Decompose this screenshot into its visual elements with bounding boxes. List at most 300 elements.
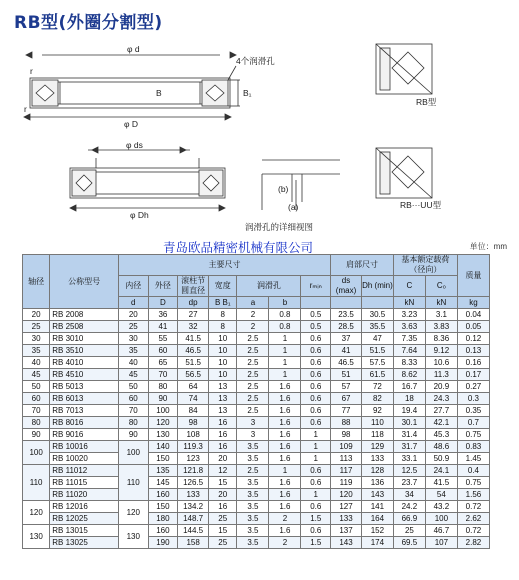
table-row (23, 429, 490, 441)
cell-c0: 3.1 (425, 309, 457, 321)
cell-D: 130 (148, 429, 178, 441)
cell-a: 2.5 (237, 369, 269, 381)
cell-c0: 24.3 (425, 393, 457, 405)
cell-c0: 43.2 (425, 501, 457, 513)
cell-a: 3.5 (237, 489, 269, 501)
cell-c0: 3.83 (425, 321, 457, 333)
cell-c: 23.7 (393, 477, 425, 489)
cell-c: 19.4 (393, 405, 425, 417)
cell-dp: 74 (178, 393, 209, 405)
cell-B: 13 (209, 381, 237, 393)
cell-m: 0.05 (457, 321, 489, 333)
cell-c: 25 (393, 525, 425, 537)
cell-D: 120 (148, 417, 178, 429)
header-width: 宽度 (209, 276, 237, 297)
cell-b: 0.8 (269, 321, 301, 333)
cell-ds: 46.5 (331, 357, 362, 369)
cell-dp: 121.8 (178, 465, 209, 477)
cell-c0: 8.36 (425, 333, 457, 345)
cell-dh: 30.5 (361, 309, 393, 321)
header-c0: C₀ (425, 276, 457, 297)
cell-model: RB 8016 (50, 417, 119, 429)
label-a: (a) (288, 202, 299, 212)
table-row (23, 333, 490, 345)
table-row (23, 453, 490, 465)
spec-table (22, 254, 490, 549)
cell-B: 15 (209, 525, 237, 537)
cell-m: 0.04 (457, 309, 489, 321)
cell-c: 8.62 (393, 369, 425, 381)
cell-shaft: 90 (23, 429, 50, 441)
cell-c: 69.5 (393, 537, 425, 549)
cell-r: 0.6 (301, 405, 331, 417)
cell-B: 10 (209, 333, 237, 345)
cell-B: 10 (209, 369, 237, 381)
cell-dp: 119.3 (178, 441, 209, 453)
cell-d: 25 (118, 321, 148, 333)
cell-D: 80 (148, 381, 178, 393)
cell-dh: 82 (361, 393, 393, 405)
cell-c: 7.64 (393, 345, 425, 357)
unit-d: d (118, 297, 148, 309)
cell-c0: 41.5 (425, 477, 457, 489)
table-row (23, 489, 490, 501)
cell-m: 0.13 (457, 345, 489, 357)
cell-model: RB 7013 (50, 405, 119, 417)
cell-a: 2 (237, 309, 269, 321)
cell-dp: 51.5 (178, 357, 209, 369)
unit-label: 单位：mm (469, 242, 507, 251)
cell-ds: 133 (331, 513, 362, 525)
table-row (23, 393, 490, 405)
cell-r: 0.6 (301, 477, 331, 489)
unit-dp: dp (178, 297, 209, 309)
table-row (23, 441, 490, 453)
cell-ds: 67 (331, 393, 362, 405)
label-r-top: r (30, 66, 33, 76)
cell-c0: 9.12 (425, 345, 457, 357)
cell-d: 100 (118, 441, 148, 465)
header-ds: ds (max) (331, 276, 362, 297)
table-row (23, 525, 490, 537)
cell-ds: 109 (331, 441, 362, 453)
cell-model: RB 10016 (50, 441, 119, 453)
cell-D: 150 (148, 501, 178, 513)
cell-c: 3.63 (393, 321, 425, 333)
company-name: 青岛欧品精密机械有限公司 (163, 240, 314, 255)
cell-D: 70 (148, 369, 178, 381)
cell-dh: 152 (361, 525, 393, 537)
cell-c0: 54 (425, 489, 457, 501)
header-oil: 润滑孔 (237, 276, 301, 297)
cell-model: RB 12016 (50, 501, 119, 513)
unit-kn-c0: kN (425, 297, 457, 309)
cell-m: 0.72 (457, 501, 489, 513)
table-row (23, 501, 490, 513)
cell-dh: 61.5 (361, 369, 393, 381)
cell-dp: 126.5 (178, 477, 209, 489)
cell-ds: 117 (331, 465, 362, 477)
label-r-bottom: r (24, 104, 27, 114)
cell-ds: 127 (331, 501, 362, 513)
cell-model: RB 13025 (50, 537, 119, 549)
header-shaft: 轴径 (23, 255, 50, 309)
cell-b: 1 (269, 357, 301, 369)
cell-dh: 47 (361, 333, 393, 345)
header-shoulder: 肩部尺寸 (331, 255, 394, 276)
cell-c: 12.5 (393, 465, 425, 477)
cell-ds: 23.5 (331, 309, 362, 321)
cell-a: 2.5 (237, 345, 269, 357)
cell-c0: 42.1 (425, 417, 457, 429)
page-title: RB型(外圈分割型) (14, 13, 163, 33)
cell-model: RB 4510 (50, 369, 119, 381)
cell-B: 25 (209, 537, 237, 549)
cell-model: RB 4010 (50, 357, 119, 369)
cell-m: 0.75 (457, 477, 489, 489)
cell-B: 25 (209, 513, 237, 525)
cell-b: 1.6 (269, 489, 301, 501)
table-row (23, 513, 490, 525)
header-mass: 质量 (457, 255, 489, 297)
cell-b: 1.6 (269, 525, 301, 537)
cell-c0: 24.1 (425, 465, 457, 477)
cell-B: 16 (209, 501, 237, 513)
cell-ds: 37 (331, 333, 362, 345)
cell-shaft: 120 (23, 501, 50, 525)
table-row (23, 357, 490, 369)
header-outer: 外径 (148, 276, 178, 297)
cell-dp: 46.5 (178, 345, 209, 357)
bearing-drawings (0, 30, 519, 235)
label-rb-uu-type: RB···UU型 (400, 200, 442, 210)
cell-m: 0.3 (457, 393, 489, 405)
cell-c0: 50.9 (425, 453, 457, 465)
cell-dp: 32 (178, 321, 209, 333)
cell-model: RB 10020 (50, 453, 119, 465)
table-row (23, 477, 490, 489)
cell-D: 140 (148, 441, 178, 453)
cell-ds: 57 (331, 381, 362, 393)
cell-r: 0.6 (301, 417, 331, 429)
cell-model: RB 13015 (50, 525, 119, 537)
cell-B: 10 (209, 357, 237, 369)
cell-ds: 120 (331, 489, 362, 501)
cell-shaft: 40 (23, 357, 50, 369)
cell-c: 3.23 (393, 309, 425, 321)
unit-D: D (148, 297, 178, 309)
cell-b: 1.6 (269, 477, 301, 489)
cell-dh: 118 (361, 429, 393, 441)
cell-model: RB 11020 (50, 489, 119, 501)
cell-dp: 133 (178, 489, 209, 501)
cell-ds: 113 (331, 453, 362, 465)
cell-D: 60 (148, 345, 178, 357)
cell-r: 1.5 (301, 513, 331, 525)
cell-dp: 144.5 (178, 525, 209, 537)
cell-dh: 174 (361, 537, 393, 549)
cell-d: 80 (118, 417, 148, 429)
cell-B: 16 (209, 429, 237, 441)
cell-dp: 158 (178, 537, 209, 549)
cell-c: 7.35 (393, 333, 425, 345)
cell-b: 1.6 (269, 417, 301, 429)
cell-m: 0.7 (457, 417, 489, 429)
cell-D: 180 (148, 513, 178, 525)
cell-a: 2.5 (237, 381, 269, 393)
cell-a: 3.5 (237, 501, 269, 513)
cell-c: 31.4 (393, 429, 425, 441)
cell-dh: 72 (361, 381, 393, 393)
cell-shaft: 50 (23, 381, 50, 393)
cell-B: 16 (209, 417, 237, 429)
cell-shaft: 100 (23, 441, 50, 465)
cell-dh: 133 (361, 453, 393, 465)
cell-shaft: 110 (23, 465, 50, 501)
cell-d: 110 (118, 465, 148, 501)
cell-a: 2.5 (237, 465, 269, 477)
cell-d: 30 (118, 333, 148, 345)
cell-dh: 141 (361, 501, 393, 513)
cell-B: 20 (209, 489, 237, 501)
cell-D: 190 (148, 537, 178, 549)
cell-r: 0.5 (301, 321, 331, 333)
label-b: (b) (278, 184, 289, 194)
cell-D: 55 (148, 333, 178, 345)
cell-m: 0.75 (457, 429, 489, 441)
cell-shaft: 30 (23, 333, 50, 345)
cell-D: 36 (148, 309, 178, 321)
cell-ds: 119 (331, 477, 362, 489)
cell-ds: 143 (331, 537, 362, 549)
table-row (23, 369, 490, 381)
table-row (23, 465, 490, 477)
cell-d: 60 (118, 393, 148, 405)
header-load: 基本额定载荷（径向） (393, 255, 457, 276)
cell-B: 15 (209, 477, 237, 489)
cell-r: 1.5 (301, 537, 331, 549)
cell-shaft: 60 (23, 393, 50, 405)
cell-b: 0.8 (269, 309, 301, 321)
cell-B: 10 (209, 345, 237, 357)
cell-shaft: 130 (23, 525, 50, 549)
cell-a: 3.5 (237, 537, 269, 549)
cell-dp: 41.5 (178, 333, 209, 345)
cell-model: RB 9016 (50, 429, 119, 441)
oil-hole-detail (262, 160, 340, 210)
cell-dh: 136 (361, 477, 393, 489)
cell-b: 1.6 (269, 429, 301, 441)
table-row (23, 537, 490, 549)
cell-c: 31.7 (393, 441, 425, 453)
table-row (23, 417, 490, 429)
cell-shaft: 25 (23, 321, 50, 333)
cell-c: 34 (393, 489, 425, 501)
cell-model: RB 3010 (50, 333, 119, 345)
cell-dp: 148.7 (178, 513, 209, 525)
cell-D: 135 (148, 465, 178, 477)
cell-a: 2.5 (237, 357, 269, 369)
cell-c0: 100 (425, 513, 457, 525)
cell-r: 0.6 (301, 345, 331, 357)
cell-d: 40 (118, 357, 148, 369)
cell-a: 3.5 (237, 513, 269, 525)
cell-b: 2 (269, 537, 301, 549)
cell-r: 0.5 (301, 309, 331, 321)
label-Dh: φ Dh (130, 210, 149, 220)
unit-bb1: B B₁ (209, 297, 237, 309)
cell-m: 0.72 (457, 525, 489, 537)
cell-model: RB 2508 (50, 321, 119, 333)
header-rmin: rₘᵢₙ (301, 276, 331, 297)
cell-m: 1.56 (457, 489, 489, 501)
cell-ds: 88 (331, 417, 362, 429)
cell-m: 0.17 (457, 369, 489, 381)
cell-D: 41 (148, 321, 178, 333)
cell-ds: 137 (331, 525, 362, 537)
table-row (23, 345, 490, 357)
cell-ds: 98 (331, 429, 362, 441)
cell-dh: 92 (361, 405, 393, 417)
cell-c: 30.1 (393, 417, 425, 429)
cell-c0: 20.9 (425, 381, 457, 393)
cell-model: RB 2008 (50, 309, 119, 321)
label-D: φ D (124, 119, 139, 129)
label-ds: φ ds (126, 140, 143, 150)
cell-ds: 28.5 (331, 321, 362, 333)
header-pitch: 滚柱节圆直径 (178, 276, 209, 297)
rb-uu-type-section (376, 148, 432, 198)
cell-dp: 56.5 (178, 369, 209, 381)
cell-a: 2.5 (237, 393, 269, 405)
cell-ds: 41 (331, 345, 362, 357)
cell-r: 0.6 (301, 465, 331, 477)
header-c: C (393, 276, 425, 297)
cell-dp: 64 (178, 381, 209, 393)
cell-D: 65 (148, 357, 178, 369)
cell-B: 16 (209, 441, 237, 453)
cell-m: 0.12 (457, 333, 489, 345)
cell-shaft: 70 (23, 405, 50, 417)
cell-c0: 46.7 (425, 525, 457, 537)
cell-m: 0.16 (457, 357, 489, 369)
cell-b: 2 (269, 513, 301, 525)
cell-dp: 98 (178, 417, 209, 429)
table-row (23, 321, 490, 333)
cell-c: 33.1 (393, 453, 425, 465)
cell-B: 20 (209, 453, 237, 465)
cell-c0: 48.6 (425, 441, 457, 453)
cell-r: 0.6 (301, 525, 331, 537)
label-oil-holes: 4个润滑孔 (236, 56, 275, 66)
cell-D: 100 (148, 405, 178, 417)
cell-c: 66.9 (393, 513, 425, 525)
cell-dh: 164 (361, 513, 393, 525)
cell-r: 1 (301, 429, 331, 441)
cell-dp: 84 (178, 405, 209, 417)
cell-D: 90 (148, 393, 178, 405)
cell-dh: 57.5 (361, 357, 393, 369)
label-rb-type: RB型 (416, 97, 437, 107)
cell-c: 24.2 (393, 501, 425, 513)
cell-d: 45 (118, 369, 148, 381)
unit-kn-c: kN (393, 297, 425, 309)
cell-b: 1.6 (269, 501, 301, 513)
cell-c: 18 (393, 393, 425, 405)
cell-m: 0.83 (457, 441, 489, 453)
cell-r: 0.6 (301, 357, 331, 369)
cell-m: 0.4 (457, 465, 489, 477)
section-view-top (24, 52, 240, 120)
cell-model: RB 6013 (50, 393, 119, 405)
cell-model: RB 3510 (50, 345, 119, 357)
cell-a: 2 (237, 321, 269, 333)
cell-c0: 10.6 (425, 357, 457, 369)
cell-b: 1 (269, 345, 301, 357)
cell-B: 8 (209, 321, 237, 333)
cell-b: 1 (269, 333, 301, 345)
cell-dh: 143 (361, 489, 393, 501)
cell-d: 90 (118, 429, 148, 441)
header-dh: Dh (min) (361, 276, 393, 297)
cell-c0: 45.3 (425, 429, 457, 441)
cell-b: 1.6 (269, 453, 301, 465)
cell-model: RB 11012 (50, 465, 119, 477)
cell-D: 145 (148, 477, 178, 489)
cell-r: 1 (301, 489, 331, 501)
cell-b: 1.6 (269, 381, 301, 393)
cell-ds: 77 (331, 405, 362, 417)
cell-b: 1.6 (269, 393, 301, 405)
label-B1: B₁ (243, 88, 252, 98)
cell-B: 8 (209, 309, 237, 321)
cell-shaft: 45 (23, 369, 50, 381)
cell-dh: 128 (361, 465, 393, 477)
cell-dp: 108 (178, 429, 209, 441)
cell-b: 1.6 (269, 405, 301, 417)
cell-a: 3.5 (237, 453, 269, 465)
unit-b: b (269, 297, 301, 309)
header-main-dims: 主要尺寸 (118, 255, 330, 276)
cell-d: 20 (118, 309, 148, 321)
cell-m: 0.35 (457, 405, 489, 417)
cell-dh: 110 (361, 417, 393, 429)
table-row (23, 381, 490, 393)
cell-r: 0.6 (301, 501, 331, 513)
cell-r: 0.6 (301, 381, 331, 393)
cell-D: 150 (148, 453, 178, 465)
cell-r: 0.6 (301, 333, 331, 345)
cell-b: 1 (269, 465, 301, 477)
cell-shaft: 80 (23, 417, 50, 429)
cell-d: 70 (118, 405, 148, 417)
unit-kg: kg (457, 297, 489, 309)
cell-a: 3 (237, 429, 269, 441)
cell-d: 35 (118, 345, 148, 357)
cell-c: 16.7 (393, 381, 425, 393)
cell-c0: 107 (425, 537, 457, 549)
cell-b: 1.6 (269, 441, 301, 453)
header-inner: 内径 (118, 276, 148, 297)
cell-r: 0.6 (301, 369, 331, 381)
cell-dp: 27 (178, 309, 209, 321)
cell-m: 0.27 (457, 381, 489, 393)
cell-a: 2.5 (237, 405, 269, 417)
label-d: φ d (127, 44, 140, 54)
cell-shaft: 35 (23, 345, 50, 357)
label-B: B (156, 88, 162, 98)
label-oil-detail: 润滑孔的详细视图 (245, 222, 314, 232)
